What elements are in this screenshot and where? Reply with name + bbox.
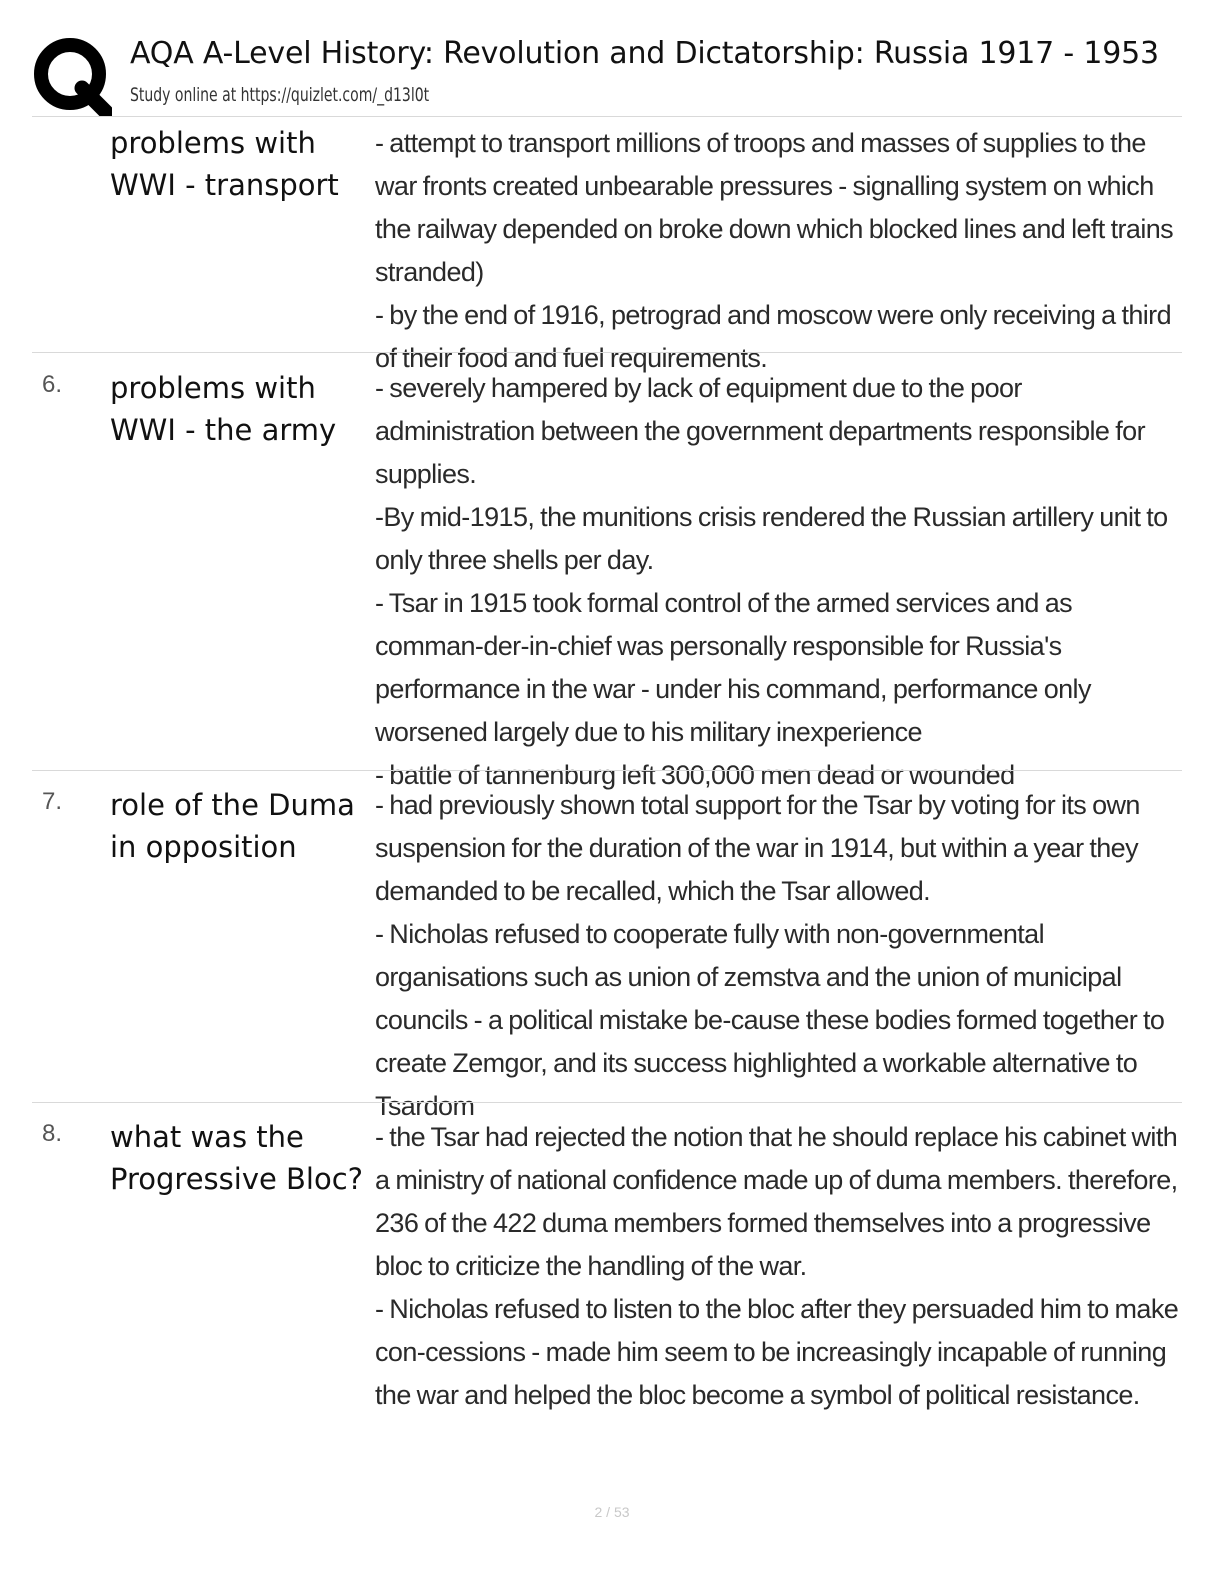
card-definition <box>375 1116 1185 1417</box>
definition-paragraph: - had previously shown total support for the Tsar by voting for its own suspension for the duration of the war in 1914, but within a year they demanded to be recalled, which the Tsar allowed. <box>375 790 1140 906</box>
header-divider <box>32 116 1182 117</box>
page-header <box>32 30 1182 116</box>
definition-paragraph: - Tsar in 1915 took formal control of the armed services and as comman-der-in-chief was personally responsible for Russia's performance in the war - under his command, performance only worsened largely due to his military inexperience <box>375 588 1091 747</box>
card-term: problems with WWI - the army <box>110 371 337 447</box>
page-indicator: 2 / 53 <box>594 1504 630 1520</box>
study-online-link[interactable]: Study online at https://quizlet.com/_d13l0t <box>130 84 430 106</box>
card-definition <box>375 784 1185 1128</box>
card-number: 7. <box>42 788 63 815</box>
definition-paragraph: - battle of tannenburg left 300,000 men dead or wounded <box>375 760 1015 790</box>
definition-paragraph: - the Tsar had rejected the notion that he should replace his cabinet with a ministry of national confidence made up of duma members. therefore, 236 of the 422 duma members formed themselves into a progressive bloc to criticize the handling of the war. <box>375 1122 1178 1281</box>
card-term: what was the Progressive Bloc? <box>110 1120 364 1196</box>
document-title: AQA A-Level History: Revolution and Dictatorship: Russia 1917 - 1953 <box>130 36 1159 71</box>
card-term: problems with WWI - transport <box>110 126 339 202</box>
definition-paragraph: - severely hampered by lack of equipment due to the poor administration between the government departments responsible for supplies. <box>375 373 1145 489</box>
card-term: role of the Duma in opposition <box>110 788 355 864</box>
card-divider <box>32 770 1182 771</box>
card-definition <box>375 367 1185 797</box>
card-definition <box>375 122 1185 380</box>
definition-paragraph: - Nicholas refused to listen to the bloc after they persuaded him to make con-cessions - made him seem to be increasingly incapable of running the war and helped the bloc become a symbol of political resistance. <box>375 1294 1179 1410</box>
card-divider <box>32 352 1182 353</box>
definition-paragraph: - Nicholas refused to cooperate fully with non-governmental organisations such as union of zemstva and the union of municipal councils - a political mistake be-cause these bodies formed together to create Zemgor, and its success highlighted a workable alternative to Tsardom <box>375 919 1165 1121</box>
quizlet-q-icon <box>32 36 112 116</box>
definition-paragraph: -By mid-1915, the munitions crisis rendered the Russian artillery unit to only three shells per day. <box>375 502 1168 575</box>
definition-paragraph: - by the end of 1916, petrograd and moscow were only receiving a third of their food and fuel requirements. <box>375 300 1171 373</box>
definition-paragraph: - attempt to transport millions of troops and masses of supplies to the war fronts created unbearable pressures - signalling system on which the railway depended on broke down which blocked lines and left trains stranded) <box>375 128 1174 287</box>
card-number: 6. <box>42 371 63 398</box>
card-divider <box>32 1102 1182 1103</box>
card-number: 8. <box>42 1120 63 1147</box>
